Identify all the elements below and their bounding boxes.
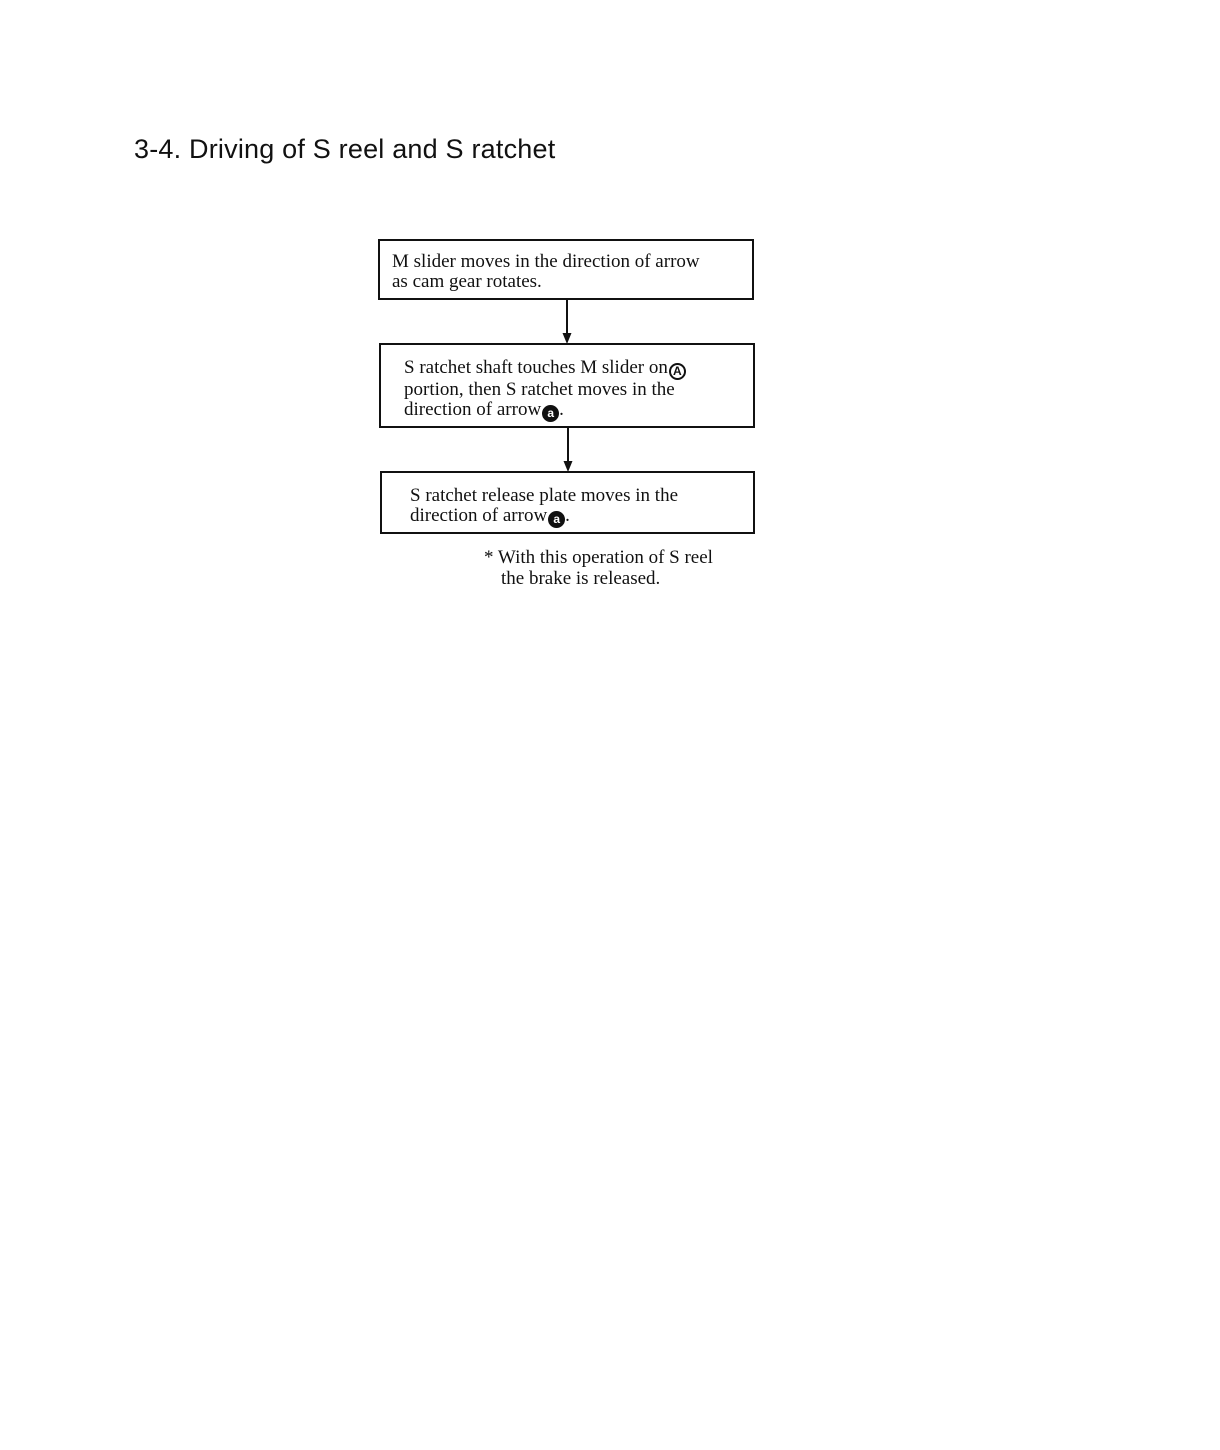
flow-step-2-box: [379, 343, 755, 428]
step-1-line-2: as cam gear rotates.: [392, 271, 542, 292]
step-2-line-3: [404, 400, 753, 422]
step-3-line-2: [410, 506, 753, 528]
flow-step-3-box: [380, 471, 755, 534]
step-1-line-1: M slider moves in the direction of arrow: [392, 251, 700, 272]
step-2-line-2: portion, then S ratchet moves in the: [404, 379, 675, 400]
footnote-line-1: * With this operation of S reel: [484, 547, 713, 568]
circled-a-lower-marker: a: [542, 405, 559, 422]
step-2-line-3-end: .: [559, 399, 564, 420]
section-title: 3-4. Driving of S reel and S ratchet: [134, 134, 556, 164]
flow-arrow-2: [561, 427, 575, 473]
step-3-line-2-end: .: [565, 505, 570, 526]
circled-a-upper-marker: A: [669, 363, 686, 380]
step-2-line-1: [404, 358, 753, 380]
footnote-line-2: the brake is released.: [501, 568, 661, 589]
flow-arrow-1: [560, 299, 574, 345]
flow-step-1-box: [378, 239, 754, 300]
step-3-line-1: S ratchet release plate moves in the: [410, 485, 679, 506]
step-2-line-3-text: direction of arrow: [404, 399, 542, 420]
footnote: [484, 547, 713, 589]
step-2-line-1-text: S ratchet shaft touches M slider on: [404, 357, 668, 378]
step-3-line-2-text: direction of arrow: [410, 505, 548, 526]
circled-a-lower-marker: a: [548, 511, 565, 528]
